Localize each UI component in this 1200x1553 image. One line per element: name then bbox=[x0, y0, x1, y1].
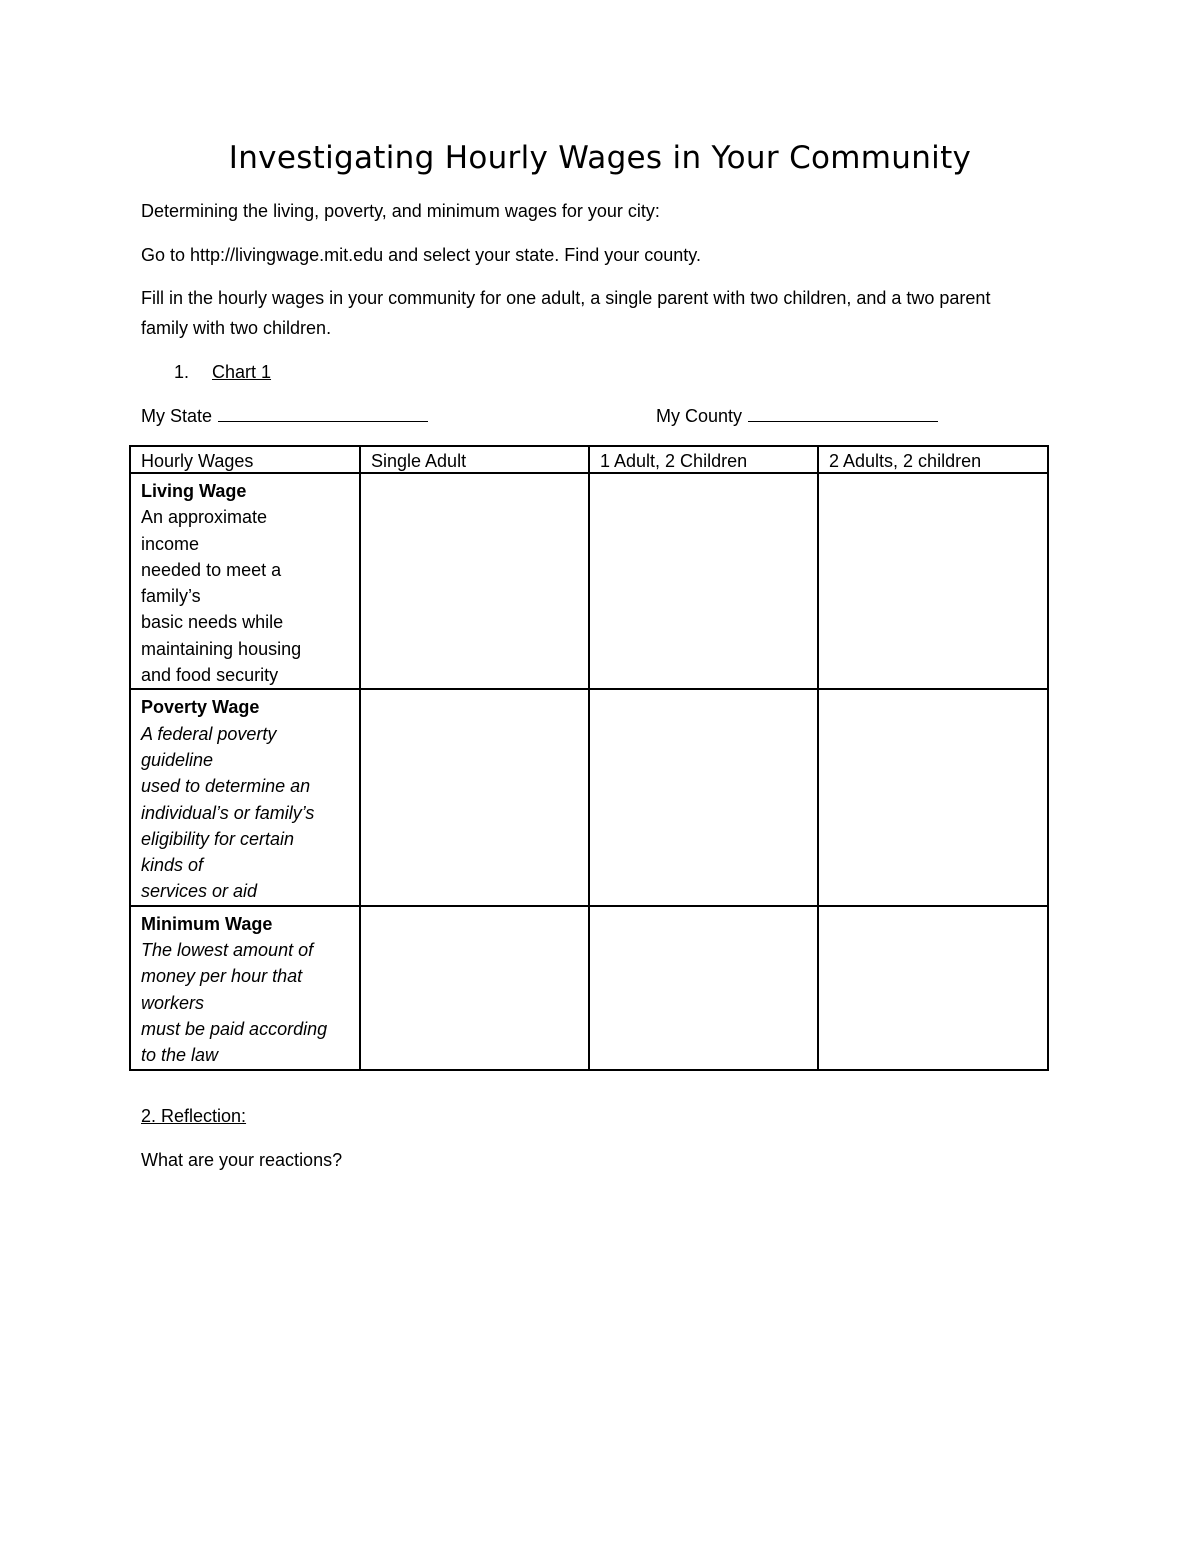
poverty-wage-two-adults-two-children-cell[interactable] bbox=[818, 689, 1048, 905]
wages-table bbox=[129, 445, 1049, 1071]
row-description: The lowest amount of money per hour that workers must be paid according to the law bbox=[141, 940, 328, 1066]
state-field bbox=[141, 401, 428, 431]
row-label-cell bbox=[130, 473, 360, 689]
poverty-wage-single-adult-cell[interactable] bbox=[360, 689, 589, 905]
row-description: A federal poverty guideline used to determine an individual’s or family’s eligibility for certain kinds of services or aid bbox=[141, 723, 315, 902]
row-name: Living Wage bbox=[141, 481, 247, 501]
reflection-heading: 2. Reflection: bbox=[141, 1106, 247, 1126]
header-hourly-wages: Hourly Wages bbox=[130, 446, 360, 473]
header-single-adult: Single Adult bbox=[360, 446, 589, 473]
table-row-living-wage bbox=[130, 473, 1048, 689]
table-row-poverty-wage bbox=[130, 689, 1048, 905]
county-blank-line[interactable] bbox=[748, 403, 938, 422]
state-blank-line[interactable] bbox=[218, 403, 428, 422]
intro-text: Determining the living, poverty, and minimum wages for your city: bbox=[141, 201, 660, 221]
row-label-cell bbox=[130, 906, 360, 1070]
living-wage-single-adult-cell[interactable] bbox=[360, 473, 589, 689]
minimum-wage-single-adult-cell[interactable] bbox=[360, 906, 589, 1070]
county-label: My County bbox=[656, 406, 743, 426]
header-one-adult-two-children: 1 Adult, 2 Children bbox=[589, 446, 818, 473]
table-row-minimum-wage bbox=[130, 906, 1048, 1070]
row-name: Poverty Wage bbox=[141, 697, 260, 718]
header-two-adults-two-children: 2 Adults, 2 children bbox=[818, 446, 1048, 473]
minimum-wage-one-adult-two-children-cell[interactable] bbox=[589, 906, 818, 1070]
row-name: Minimum Wage bbox=[141, 913, 273, 934]
chart-label: Chart 1 bbox=[212, 362, 272, 382]
county-field bbox=[656, 401, 938, 431]
row-label-cell bbox=[130, 689, 360, 905]
state-label: My State bbox=[141, 406, 213, 426]
living-wage-two-adults-two-children-cell[interactable] bbox=[818, 473, 1048, 689]
poverty-wage-one-adult-two-children-cell[interactable] bbox=[589, 689, 818, 905]
list-number: 1. bbox=[174, 362, 190, 382]
reflection-question: What are your reactions? bbox=[141, 1150, 343, 1170]
instruction-text: Go to http://livingwage.mit.edu and select your state. Find your county. bbox=[141, 245, 701, 265]
fill-in-text: Fill in the hourly wages in your community for one adult, a single parent with two children, and a two parent family with two children. bbox=[141, 288, 991, 338]
chart-list-item bbox=[174, 357, 271, 387]
living-wage-one-adult-two-children-cell[interactable] bbox=[589, 473, 818, 689]
page-title: Investigating Hourly Wages in Your Community bbox=[228, 140, 972, 176]
row-description: An approximate income needed to meet a family’s basic needs while maintaining housing and food security bbox=[141, 507, 302, 686]
table-header-row bbox=[130, 446, 1048, 473]
minimum-wage-two-adults-two-children-cell[interactable] bbox=[818, 906, 1048, 1070]
